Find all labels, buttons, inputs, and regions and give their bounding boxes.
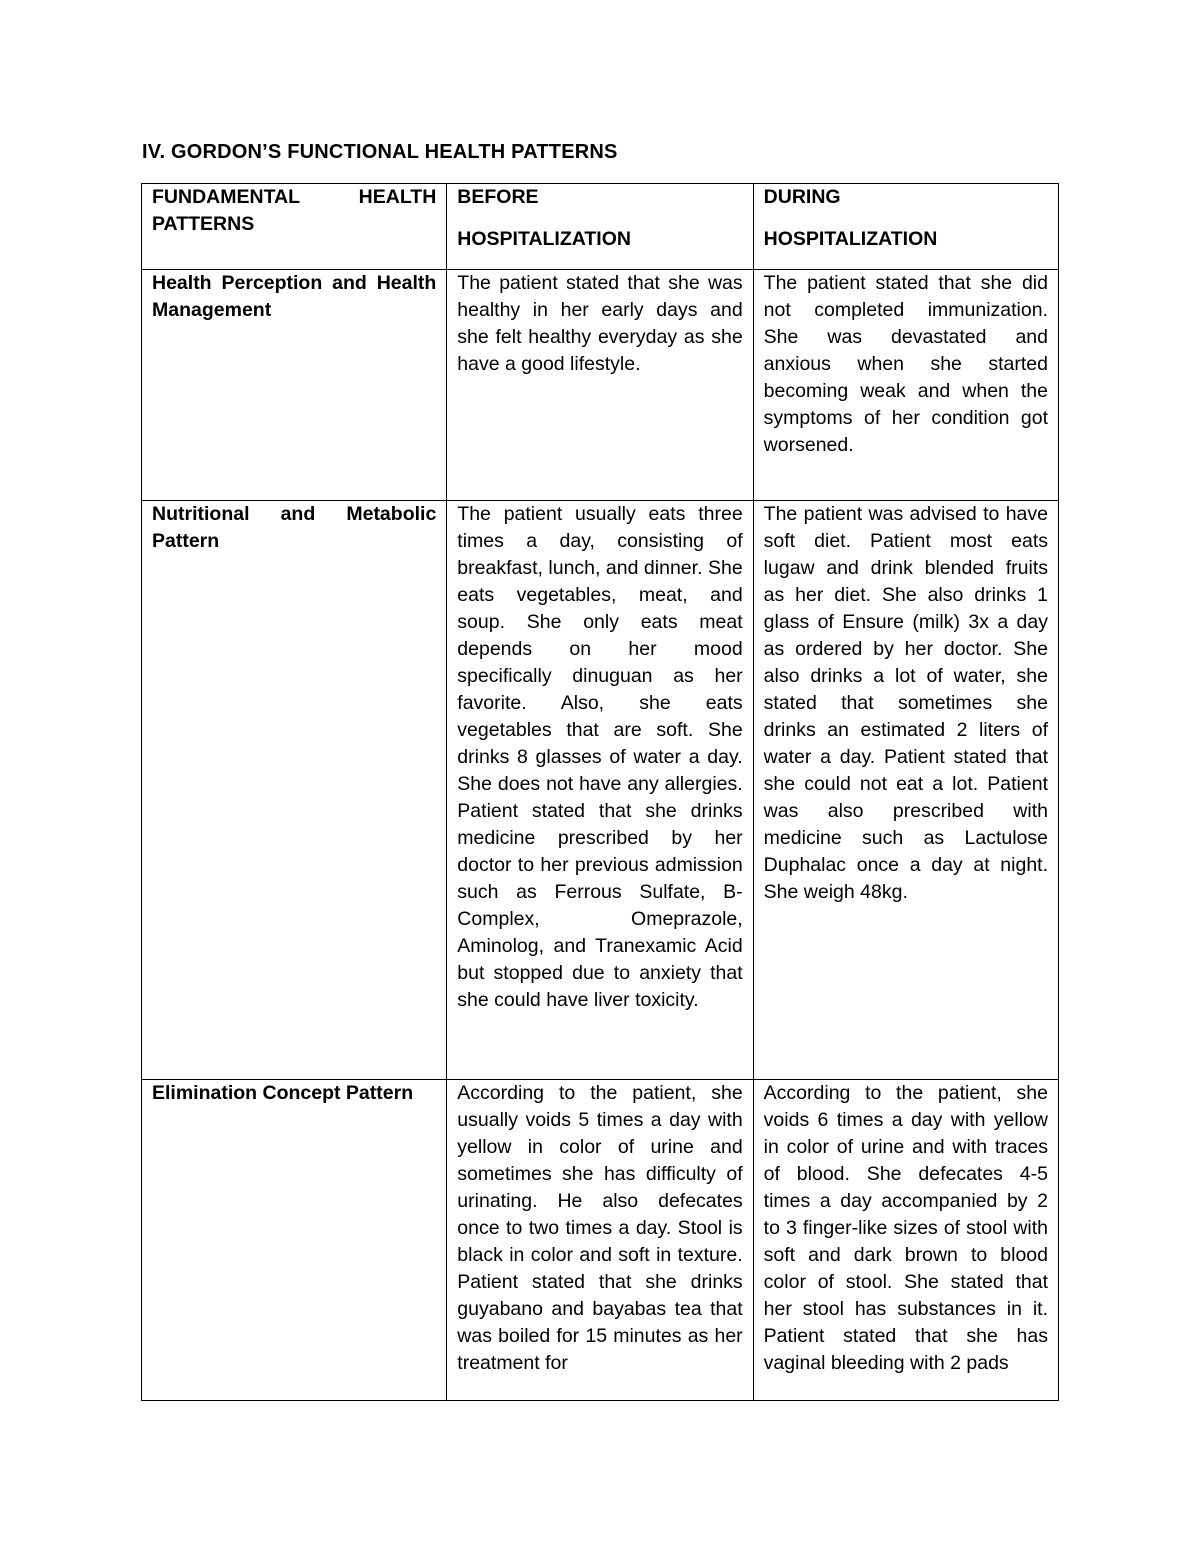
header-during-label: DURING [763, 186, 841, 208]
header-before-hospitalization-label: HOSPITALIZATION [457, 228, 631, 250]
header-before-hospitalization [447, 184, 753, 270]
table-row [142, 501, 1059, 1080]
table-header-row [142, 184, 1059, 270]
before-nutritional-metabolic: The patient usually eats three times a day, consisting of breakfast, lunch, and dinner. She eats vegetables, meat, and soup. She only eats meat depends on her mood specifically dinuguan as her favorite. Also, she eats vegetables that are soft. She drinks 8 glasses of water a day. She does not have any allergies. Patient stated that she drinks medicine prescribed by her doctor to her previous admission such as Ferrous Sulfate, B-Complex, Omeprazole, Aminolog, and Tranexamic Acid but stopped due to anxiety that she could have liver toxicity. [447, 501, 753, 1080]
header-during-hospitalization-label: HOSPITALIZATION [763, 228, 938, 250]
document-heading: IV. GORDON’S FUNCTIONAL HEALTH PATTERNS [142, 141, 618, 163]
during-health-perception: The patient stated that she did not completed immunization. She was devastated and anxious when she started becoming weak and when the symptoms of her condition got worsened. [753, 270, 1058, 501]
before-elimination-concept: According to the patient, she usually voids 5 times a day with yellow in color of urine and sometimes she has difficulty of urinating. He also defecates once to two times a day. Stool is black in color and soft in texture. Patient stated that she drinks guyabano and bayabas tea that was boiled for 15 minutes as her treatment for [447, 1080, 753, 1401]
table-row [142, 1080, 1059, 1401]
during-elimination-concept: According to the patient, she voids 6 times a day with yellow in color of urine and with traces of blood. She defecates 4-5 times a day accompanied by 2 to 3 finger-like sizes of stool with soft and dark brown to blood color of stool. She stated that her stool has substances in it. Patient stated that she has vaginal bleeding with 2 pads [753, 1080, 1058, 1401]
during-nutritional-metabolic: The patient was advised to have soft diet. Patient most eats lugaw and drink blended fruits as her diet. She also drinks 1 glass of Ensure (milk) 3x a day as ordered by her doctor. She also drinks a lot of water, she stated that sometimes she drinks an estimated 2 liters of water a day. Patient stated that she could not eat a lot. Patient was also prescribed with medicine such as Lactulose Duphalac once a day at night. She weigh 48kg. [753, 501, 1058, 1080]
pattern-nutritional-metabolic: Nutritional and Metabolic Pattern [142, 501, 447, 1080]
before-health-perception: The patient stated that she was healthy in her early days and she felt healthy everyday as she have a good lifestyle. [447, 270, 753, 501]
table-row [142, 270, 1059, 501]
header-during-hospitalization [753, 184, 1058, 270]
header-before-label: BEFORE [457, 186, 539, 208]
header-fundamental-health-patterns: FUNDAMENTAL HEALTH PATTERNS [142, 184, 447, 270]
pattern-health-perception: Health Perception and Health Management [142, 270, 447, 501]
gordon-patterns-table [141, 183, 1059, 1401]
pattern-elimination-concept: Elimination Concept Pattern [142, 1080, 447, 1401]
